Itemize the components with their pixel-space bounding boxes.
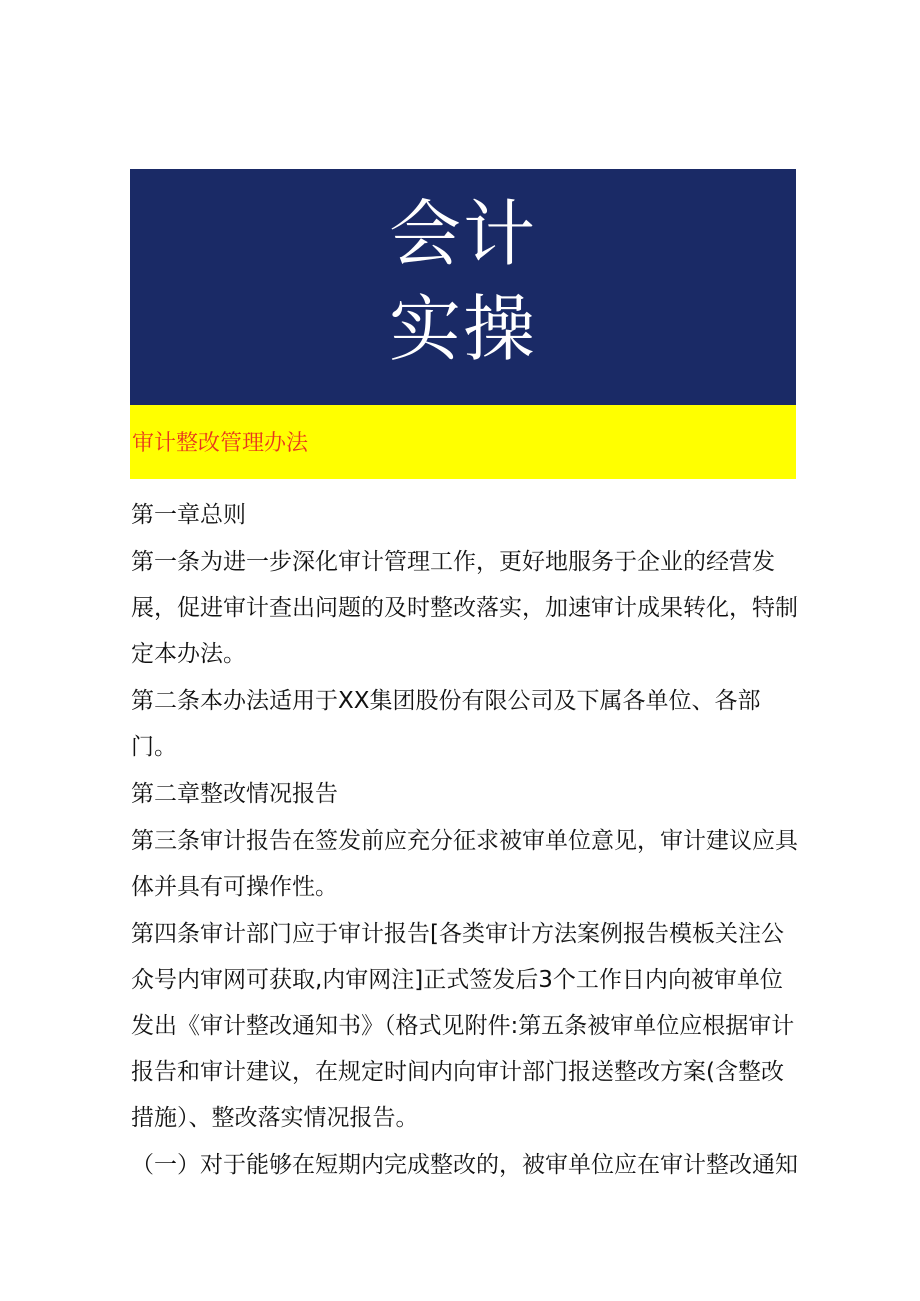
document-body [131, 492, 801, 1189]
document-title: 审计整改管理办法 [132, 431, 309, 456]
paragraph: 第四条审计部门应于审计报告[各类审计方法案例报告模板关注公众号内审网可获取,内审网注]正式签发后3个工作日内向被审单位发出《审计整改通知书》（格式见附件:第五条被审单位应根据审计报告和审计建议，在规定时间内向审计部门报送整改方案(含整改措施）、整改落实情况报告。 [131, 921, 795, 1131]
header-banner [130, 169, 796, 405]
paragraph: 第三条审计报告在签发前应充分征求被审单位意见，审计建议应具体并具有可操作性。 [131, 828, 798, 900]
paragraph: 第一条为进一步深化审计管理工作，更好地服务于企业的经营发展，促进审计查出问题的及时整改落实，加速审计成果转化，特制定本办法。 [131, 549, 798, 667]
chapter-heading: 第二章整改情况报告 [131, 781, 338, 807]
chapter-heading: 第一章总则 [131, 502, 246, 528]
banner-title-line-1: 会计 [388, 192, 537, 276]
banner-title-line-2: 实操 [388, 287, 537, 371]
paragraph: （一）对于能够在短期内完成整改的，被审单位应在审计整改通知 [131, 1152, 798, 1178]
paragraph: 第二条本办法适用于XX集团股份有限公司及下属各单位、各部门。 [131, 688, 761, 760]
title-strip [130, 405, 796, 479]
